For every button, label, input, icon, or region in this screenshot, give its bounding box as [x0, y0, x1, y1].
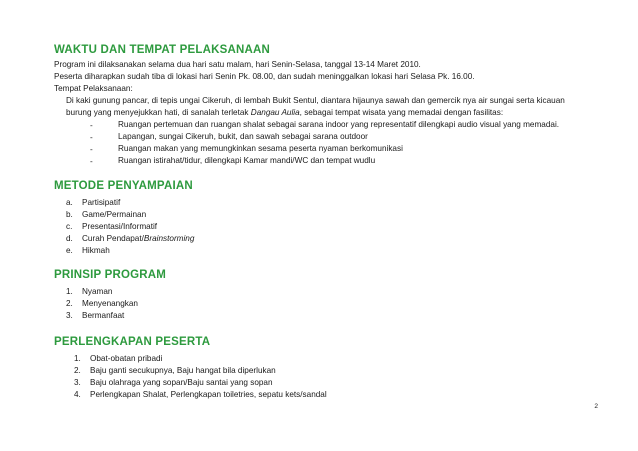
list-item-text: Curah Pendapat/ [82, 234, 144, 243]
facility-item: Ruangan istirahat/tidur, dilengkapi Kamar mandi/WC dan tempat wudlu [118, 156, 376, 165]
list-item [82, 235, 194, 243]
description-line: Di kaki gunung pancar, di tepis ungai Cikeruh, di lembah Bukit Sentul, diantara hijaunya sawah dan gemercik nya air sungai serta kicauan [66, 96, 565, 105]
paragraph-line: Program ini dilaksanakan selama dua hari satu malam, hari Senin-Selasa, tanggal 13-14 Maret 2010. [54, 60, 421, 69]
list-item: Presentasi/Informatif [82, 222, 158, 231]
list-marker: 1. [74, 354, 81, 363]
description-text: , sebagai tempat wisata yang memadai dengan fasilitas: [299, 108, 504, 117]
section-heading-prinsip: PRINSIP PROGRAM [54, 269, 167, 281]
facility-item: Lapangan, sungai Cikeruh, bukit, dan sawah sebagai sarana outdoor [118, 132, 368, 141]
list-item: Bermanfaat [82, 311, 125, 320]
section-heading-metode: METODE PENYAMPAIAN [54, 180, 193, 192]
list-item: Partisipatif [82, 198, 121, 207]
paragraph-line: Peserta diharapkan sudah tiba di lokasi hari Senin Pk. 08.00, dan sudah meninggalkan lokasi hari Selasa Pk. 16.00. [54, 72, 475, 81]
list-marker: b. [66, 210, 73, 219]
list-marker: 4. [74, 390, 81, 399]
list-marker: 1. [66, 287, 73, 296]
description-text: burung yang menyejukkan hati, di sanalah terletak [66, 108, 251, 117]
section-heading-waktu: WAKTU DAN TEMPAT PELAKSANAAN [54, 44, 270, 56]
list-marker: c. [66, 222, 73, 231]
list-item: Menyenangkan [82, 299, 138, 308]
list-item: Nyaman [82, 287, 113, 296]
list-marker: 2. [74, 366, 81, 375]
facility-item: Ruangan makan yang memungkinkan sesama peserta nyaman berkomunikasi [118, 144, 403, 153]
dash-bullet: - [90, 133, 93, 142]
list-item: Obat-obatan pribadi [90, 354, 163, 363]
dash-bullet: - [90, 157, 93, 166]
list-item: Baju olahraga yang sopan/Baju santai yang sopan [90, 378, 273, 387]
description-line [66, 109, 503, 117]
dash-bullet: - [90, 121, 93, 130]
list-marker: a. [66, 198, 73, 207]
list-marker: e. [66, 246, 73, 255]
list-marker: 3. [74, 378, 81, 387]
place-name: Dangau Aulia [250, 108, 300, 117]
list-item: Perlengkapan Shalat, Perlengkapan toiletries, sepatu kets/sandal [90, 390, 327, 399]
list-item: Baju ganti secukupnya, Baju hangat bila diperlukan [90, 366, 276, 375]
list-item: Game/Permainan [82, 210, 147, 219]
page-number: 2 [594, 403, 598, 410]
facility-item: Ruangan pertemuan dan ruangan shalat sebagai sarana indoor yang representatif dilengkapi audio visual yang memadai. [118, 120, 560, 129]
list-marker: 3. [66, 311, 73, 320]
list-item: Hikmah [82, 246, 110, 255]
list-item-italic: Brainstorming [143, 234, 195, 243]
list-marker: 2. [66, 299, 73, 308]
dash-bullet: - [90, 145, 93, 154]
section-heading-perlengkapan: PERLENGKAPAN PESERTA [54, 336, 211, 348]
paragraph-line: Tempat Pelaksanaan: [54, 84, 133, 93]
list-marker: d. [66, 234, 73, 243]
